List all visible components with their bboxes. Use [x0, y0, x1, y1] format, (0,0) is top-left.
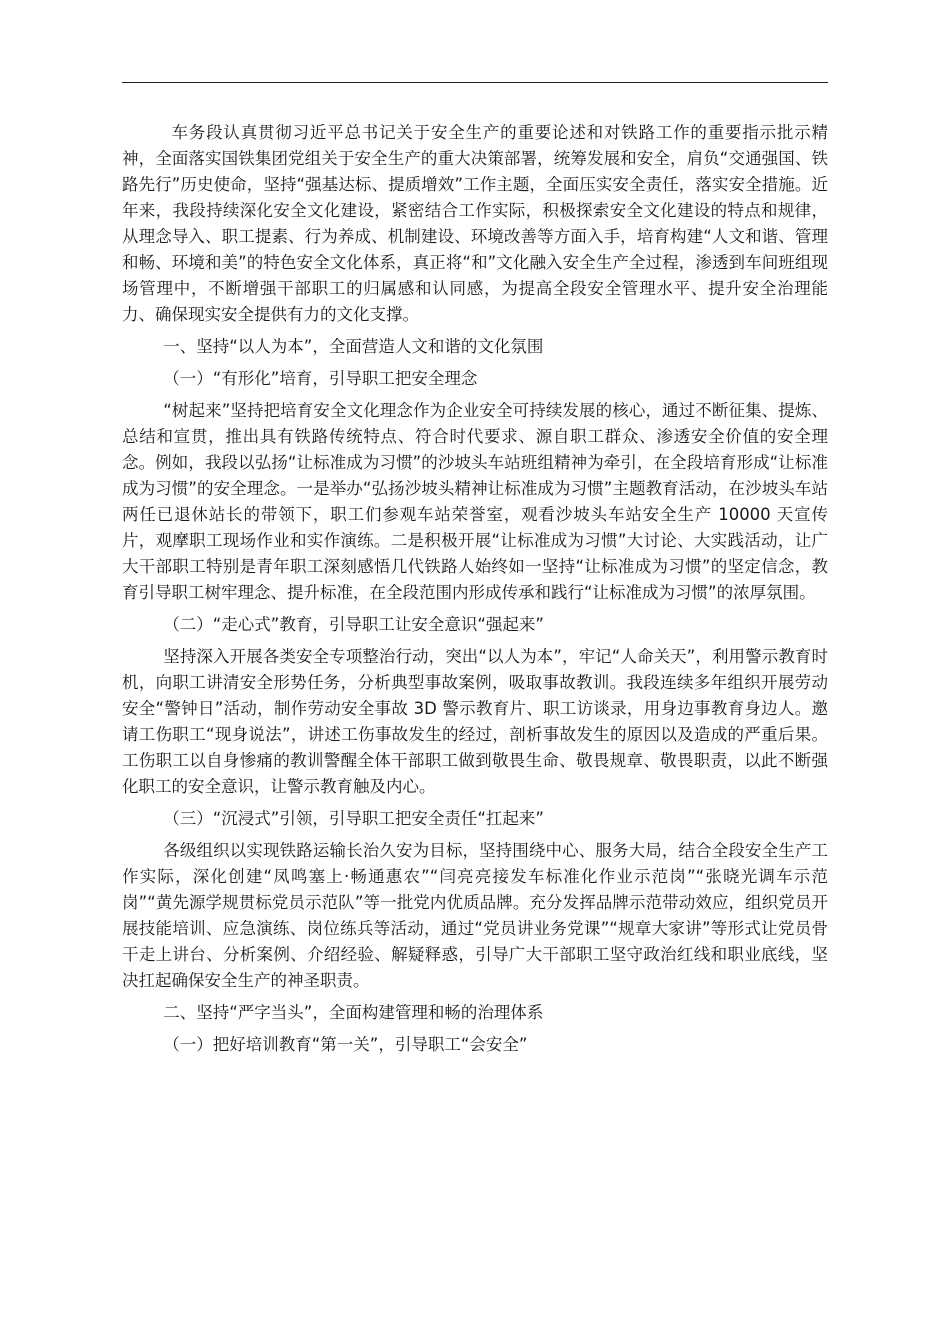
body-paragraph-1-2: 坚持深入开展各类安全专项整治行动，突出“以人为本”，牢记“人命关天”，利用警示教育时机，向职工讲清安全形势任务，分析典型事故案例，吸取事故教训。我段连续多年组织开展劳动安全“警钟日”活动，制作劳动安全事故 3D 警示教育片、职工访谈录，用身边事教育身边人。邀请工伤职工“现身说法”，讲述工伤事故发生的经过，剖析事故发生的原因以及造成的严重后果。工伤职工以自身惨痛的教训警醒全体干部职工做到敬畏生命、敬畏规章、敬畏职责，以此不断强化职工的安全意识，让警示教育触及内心。	[122, 647, 828, 796]
subsection-heading-1-1: （一）“有形化”培育，引导职工把安全理念	[163, 369, 478, 388]
section-heading-2: 二、坚持“严字当头”，全面构建管理和畅的治理体系	[163, 1003, 544, 1022]
body-paragraph-1-1: “树起来”坚持把培育安全文化理念作为企业安全可持续发展的核心，通过不断征集、提炼、总结和宣贯，推出具有铁路传统特点、符合时代要求、源自职工群众、渗透安全价值的安全理念。例如，我段以弘扬“让标准成为习惯”的沙坡头车站班组精神为牵引，在全段培育形成“让标准成为习惯”的安全理念。一是举办“弘扬沙坡头精神让标准成为习惯”主题教育活动，在沙坡头车站两任已退休站长的带领下，职工们参观车站荣誉室，观看沙坡头车站安全生产 10000 天宣传片，观摩职工现场作业和实作演练。二是积极开展“让标准成为习惯”大讨论、大实践活动，让广大干部职工特别是青年职工深刻感悟几代铁路人始终如一坚持“让标准成为习惯”的坚定信念，教育引导职工树牢理念、提升标准，在全段范围内形成传承和践行“让标准成为习惯”的浓厚氛围。	[122, 401, 828, 602]
subsection-heading-2-1: （一）把好培训教育“第一关”，引导职工“会安全”	[163, 1035, 528, 1054]
body-paragraph-1-3: 各级组织以实现铁路运输长治久安为目标，坚持围绕中心、服务大局，结合全段安全生产工作实际，深化创建“凤鸣塞上·畅通惠农”“闫亮亮接发车标准化作业示范岗”“张晓光调车示范岗”“黄先源学规贯标党员示范队”等一批党内优质品牌。充分发挥品牌示范带动效应，组织党员开展技能培训、应急演练、岗位练兵等活动，通过“党员讲业务党课”“规章大家讲”等形式让党员骨干走上讲台、分析案例、介绍经验、解疑释惑，引导广大干部职工坚守政治红线和职业底线，坚决扛起确保安全生产的神圣职责。	[122, 841, 828, 990]
section-heading-1: 一、坚持“以人为本”，全面营造人文和谐的文化氛围	[163, 337, 544, 356]
subsection-heading-1-2: （二）“走心式”教育，引导职工让安全意识“强起来”	[163, 615, 544, 634]
header-rule	[122, 82, 828, 83]
subsection-heading-1-3: （三）“沉浸式”引领，引导职工把安全责任“扛起来”	[163, 809, 544, 828]
document-body	[122, 120, 828, 1064]
intro-paragraph: 车务段认真贯彻习近平总书记关于安全生产的重要论述和对铁路工作的重要指示批示精神，全面落实国铁集团党组关于安全生产的重大决策部署，统筹发展和安全，肩负“交通强国、铁路先行”历史使命，坚持“强基达标、提质增效”工作主题，全面压实安全责任，落实安全措施。近年来，我段持续深化安全文化建设，紧密结合工作实际，积极探索安全文化建设的特点和规律，从理念导入、职工提素、行为养成、机制建设、环境改善等方面入手，培育构建“人文和谐、管理和畅、环境和美”的特色安全文化体系，真正将“和”文化融入安全生产全过程，渗透到车间班组现场管理中，不断增强干部职工的归属感和认同感，为提高全段安全管理水平、提升安全治理能力、确保现实安全提供有力的文化支撑。	[122, 123, 828, 324]
